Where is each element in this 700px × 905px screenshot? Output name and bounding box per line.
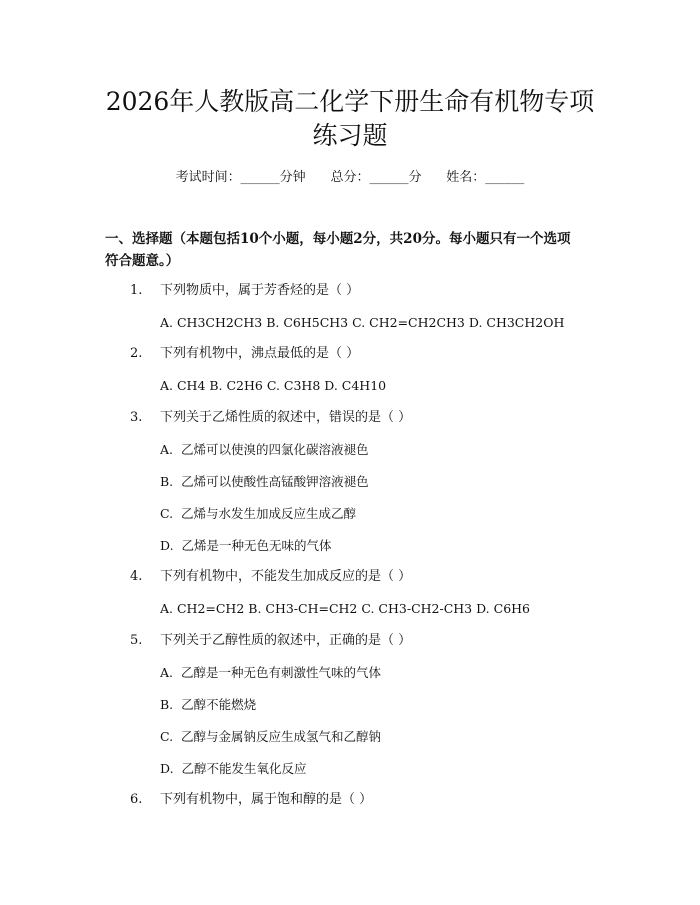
option-c: C. 乙醇与金属钠反应生成氢气和乙醇钠 (160, 729, 382, 744)
question-options: A. CH4 B. C2H6 C. C3H8 D. C4H10 (160, 378, 387, 393)
question-text: 下列有机物中，沸点最低的是（ ） (160, 346, 360, 361)
question-text: 下列物质中，属于芳香烃的是（ ） (160, 283, 360, 298)
option-d: D. 乙醇不能发生氧化反应 (160, 761, 307, 776)
option-b: B. 乙醇不能燃烧 (160, 697, 257, 712)
section-heading: 一、选择题（本题包括10个小题，每小题2分，共20分。每小题只有一个选项 (105, 231, 571, 247)
question-number: 3. (130, 410, 143, 425)
question-options: A. CH2=CH2 B. CH3-CH=CH2 C. CH3-CH2-CH3 D. C6H6 (160, 601, 530, 616)
question-number: 2. (130, 346, 143, 361)
page-title-continued: 练习题 (312, 121, 388, 150)
page-title: 2026年人教版高二化学下册生命有机物专项 (105, 87, 595, 116)
exam-info-row (0, 168, 700, 188)
question-number: 6. (130, 792, 143, 807)
option-a: A. 乙醇是一种无色有刺激性气味的气体 (160, 665, 381, 680)
question-text: 下列有机物中，属于饱和醇的是（ ） (160, 792, 373, 807)
option-a: A. 乙烯可以使溴的四氯化碳溶液褪色 (160, 442, 369, 457)
option-d: D. 乙烯是一种无色无味的气体 (160, 538, 332, 553)
total-score-field: 总分：______分 (330, 170, 422, 185)
student-name-field: 姓名：______ (446, 170, 525, 185)
question-number: 1. (130, 283, 143, 298)
exam-time-field: 考试时间：______分钟 (175, 170, 306, 185)
question-text: 下列关于乙醇性质的叙述中，正确的是（ ） (160, 633, 412, 648)
option-b: B. 乙烯可以使酸性高锰酸钾溶液褪色 (160, 474, 369, 489)
question-text: 下列有机物中，不能发生加成反应的是（ ） (160, 569, 412, 584)
question-options: A. CH3CH2CH3 B. C6H5CH3 C. CH2=CH2CH3 D. CH3CH2OH (160, 315, 565, 330)
question-number: 4. (130, 569, 143, 584)
question-number: 5. (130, 633, 143, 648)
section-heading-continued: 符合题意。） (105, 253, 180, 269)
question-text: 下列关于乙烯性质的叙述中，错误的是（ ） (160, 410, 412, 425)
option-c: C. 乙烯与水发生加成反应生成乙醇 (160, 506, 357, 521)
